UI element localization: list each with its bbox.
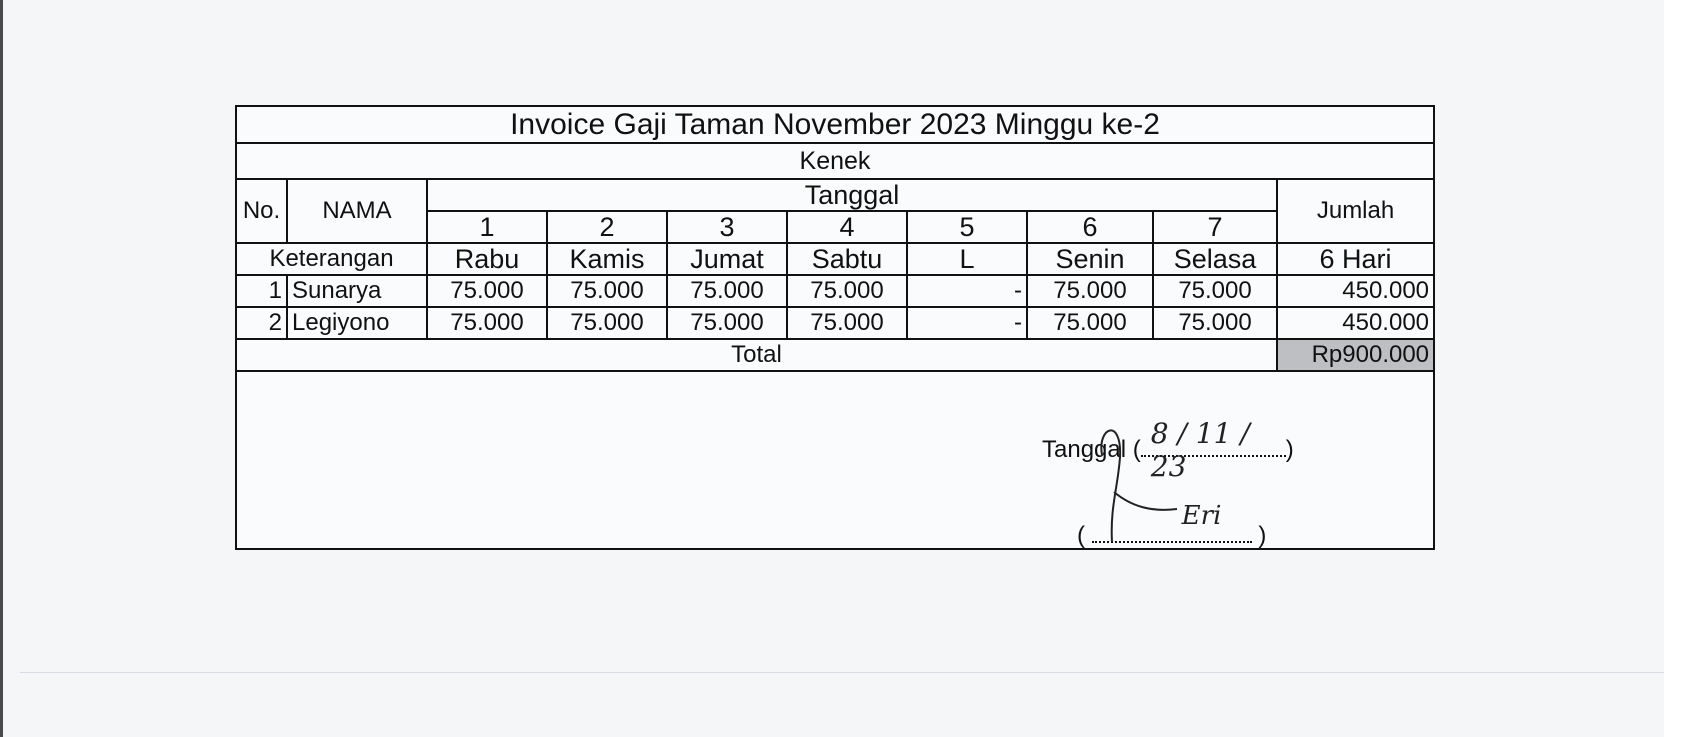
day-number: 3 (667, 211, 787, 243)
day-number: 7 (1153, 211, 1277, 243)
signature-date-line: Tanggal ( 8 / 11 / 23 ) (1042, 417, 1294, 483)
day-wage: 75.000 (1153, 275, 1277, 307)
scan-bottom-line (20, 672, 1664, 673)
signature-name-line: ( Eri ) (1077, 501, 1267, 549)
day-name: L (907, 243, 1027, 275)
day-wage: 75.000 (667, 307, 787, 339)
row-total: 450.000 (1277, 307, 1433, 339)
day-wage: 75.000 (547, 307, 667, 339)
signature-date-value: 8 / 11 / 23 (1150, 417, 1250, 483)
total-row (237, 339, 1433, 371)
handwritten-signature-stroke (1092, 417, 1212, 557)
day-wage: 75.000 (427, 307, 547, 339)
header-tanggal: Tanggal (427, 180, 1277, 211)
signature-date-label: Tanggal (1042, 436, 1127, 463)
row-number: 2 (237, 307, 287, 339)
header-row-1 (237, 180, 1433, 211)
worker-name: Sunarya (287, 275, 427, 307)
day-wage: 75.000 (787, 275, 907, 307)
scan-left-edge (0, 0, 3, 737)
table-row (237, 275, 1433, 307)
day-number: 6 (1027, 211, 1153, 243)
day-number: 2 (547, 211, 667, 243)
worker-name: Legiyono (287, 307, 427, 339)
day-name: Kamis (547, 243, 667, 275)
day-name: Senin (1027, 243, 1153, 275)
total-label: Total (237, 339, 1277, 371)
header-jumlah: Jumlah (1277, 180, 1433, 243)
day-wage: - (907, 307, 1027, 339)
header-row-day-names (237, 243, 1433, 275)
day-name: Jumat (667, 243, 787, 275)
day-wage: 75.000 (1153, 307, 1277, 339)
header-nama: NAMA (287, 180, 427, 243)
day-number: 5 (907, 211, 1027, 243)
header-jumlah-days: 6 Hari (1277, 243, 1433, 275)
day-wage: 75.000 (667, 275, 787, 307)
day-wage: 75.000 (1027, 275, 1153, 307)
day-name: Sabtu (787, 243, 907, 275)
invoice-document (235, 105, 1435, 550)
row-number: 1 (237, 275, 287, 307)
scan-right-margin (1664, 0, 1700, 737)
signature-handwritten-name: Eri (1181, 501, 1222, 531)
invoice-subtitle: Kenek (237, 144, 1433, 180)
day-wage: 75.000 (547, 275, 667, 307)
day-wage: 75.000 (427, 275, 547, 307)
row-total: 450.000 (1277, 275, 1433, 307)
signature-area (237, 397, 1433, 548)
day-name: Rabu (427, 243, 547, 275)
day-wage: 75.000 (787, 307, 907, 339)
day-number: 4 (787, 211, 907, 243)
day-name: Selasa (1153, 243, 1277, 275)
invoice-title: Invoice Gaji Taman November 2023 Minggu ke-2 (237, 107, 1433, 144)
grand-total: Rp900.000 (1277, 339, 1433, 371)
day-wage: 75.000 (1027, 307, 1153, 339)
header-keterangan: Keterangan (237, 243, 427, 275)
day-wage: - (907, 275, 1027, 307)
salary-table (237, 180, 1433, 372)
table-row (237, 307, 1433, 339)
day-number: 1 (427, 211, 547, 243)
header-no: No. (237, 180, 287, 243)
